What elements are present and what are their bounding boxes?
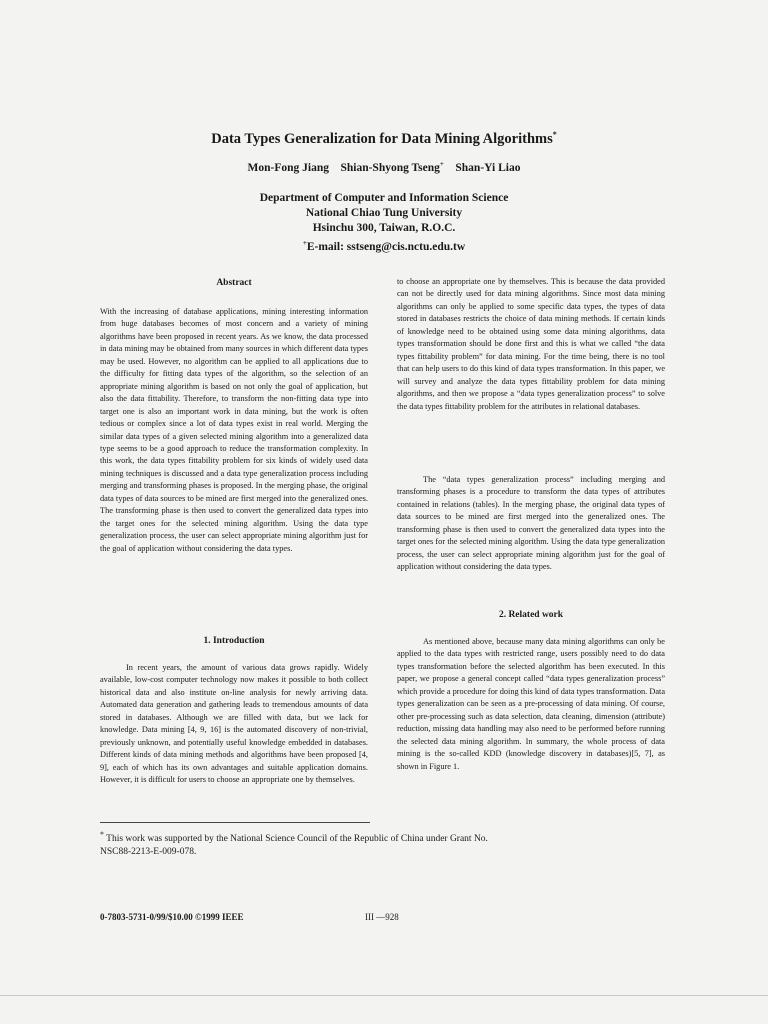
title-footnote-mark: * (552, 130, 557, 139)
email: E-mail: sstseng@cis.nctu.edu.tw (306, 240, 466, 253)
author-1: Mon-Fong Jiang (247, 161, 329, 174)
related-work-body (397, 636, 665, 773)
right-column-mid (397, 474, 665, 574)
footnote-divider (100, 822, 370, 823)
related-work-heading: 2. Related work (498, 610, 564, 620)
footnote-line-1 (100, 828, 660, 846)
copyright-line: 0-7803-5731-0/99/$10.00 ©1999 IEEE (100, 912, 244, 922)
abstract-heading: Abstract (216, 278, 252, 288)
intro-paragraph: In recent years, the amount of various data grows rapidly. Widely available, low-cost computer technology now makes it possible to both collect historical data and also institute on-line analysis for newly arriving data. Automated data generation and gathering leads to tremendous amounts of data stored in databases. Although we are filled with data, but we lack for knowledge. Data mining [4, 9, 16] is the automated discovery of non-trivial, previously unknown, and potentially useful knowledge embedded in databases. Different kinds of data mining methods and algorithms have been proposed [4, 9], each of which has its own advantages and suitable application domains. However, it is difficult for users to choose an appropriate one by themselves. (100, 663, 368, 785)
generalization-paragraph: The “data types generalization process” including merging and transforming phases is a procedure to transform the data types of attributes contained in relations (tables). In the merging phase, the original data types of data sources to be mined are first merged into the generalized ones. The transforming phase is then used to convert the generalized data types into the target ones for the selected mining algorithm. Using the data type generalization process, the user can select appropriate mining algorithm just for the goal of application without considering the data types. (397, 475, 665, 572)
author-2-mark: + (439, 160, 444, 168)
university: National Chiao Tung University (305, 207, 463, 219)
author-2: Shian-Shyong Tseng (340, 161, 440, 174)
abstract-paragraph: With the increasing of database applications, mining interesting information from huge databases becomes of most concern and a variety of mining algorithms have been proposed in recent years. As we know, the data processed in data mining may be obtained from many sources in which different data types may be used. However, no algorithm can be applied to all applications due to the difficulty for fitting data types of the algorithm, so the selection of an appropriate mining algorithm is based on not only the goal of application, but also the data fittability. Therefore, to transform the non-fitting data type into target one is also an important work in data mining, but the work is often tedious or complex since a lot of data types exist in real world. Merging the similar data types of a given selected mining algorithm into a generalized data type seems to be a good approach to reduce the transformation complexity. In this work, the data types fittability problem for six kinds of widely used data mining techniques is discussed and a data type generalization process including merging and transforming phases is proposed. In the merging phase, the original data types of data sources to be mined are first merged into the generalized ones. The transforming phase is then used to convert the generalized data types into the target ones for the selected mining algorithm. Using the data type generalization process, the user can select appropriate mining algorithm just for the goal of application without considering the data types. (100, 307, 368, 553)
email-line (0, 236, 768, 255)
footnote-text: This work was supported by the National Science Council of the Republic of China under Grant No. (106, 834, 488, 845)
department: Department of Computer and Information Science (259, 192, 509, 204)
address: Hsinchu 300, Taiwan, R.O.C. (312, 222, 456, 234)
page-number: III —928 (365, 912, 399, 922)
affiliation-block (0, 191, 768, 255)
scan-edge-line (0, 995, 768, 996)
continued-paragraph: to choose an appropriate one by themselves. This is because the data provided can not be directly used for data mining algorithms. Since most data mining algorithms can only be applied to some specific data types, the types of data stored in databases restricts the choice of data mining methods. If certain kinds of knowledge need to be obtained using some data mining algorithms, data types transformation should be done first and this is what we called “the data types fittability problem” for data mining. For the time being, there is no tool that can help users to do this kind of data types transformation. In this paper, we will survey and analyze the data types fittability problem for data mining algorithms, and then we propose a “data types generalization process” to solve the data types fittability problem for the attributes in relational databases. (397, 277, 665, 411)
footnote-mark: * (100, 830, 104, 839)
author-3: Shan-Yi Liao (455, 161, 521, 174)
right-column-top (397, 276, 665, 413)
title-text: Data Types Generalization for Data Mining Algorithms (211, 130, 553, 147)
intro-body (100, 662, 368, 787)
footnote-line-2: NSC88-2213-E-009-078. (100, 847, 197, 858)
footnote (100, 828, 660, 859)
abstract-body (100, 306, 368, 555)
author-list (0, 160, 768, 174)
paper-title (0, 130, 768, 148)
email-mark: + (302, 239, 307, 247)
intro-heading: 1. Introduction (203, 636, 265, 646)
related-work-paragraph: As mentioned above, because many data mining algorithms can only be applied to the data types with restricted range, users possibly need to do data types transformation before the selected algorithm has been executed. In this paper, we propose a general concept called “data types generalization process” which provide a procedure for doing this kind of data types transformation. Data types generalization can be seen as a pre-processing of data mining. Of course, other pre-processing such as data selection, data cleaning, dimension (attribute) reduction, missing data handling may also need to be performed before running the selected data mining algorithm. In summary, the whole process of data mining is the so-called KDD (knowledge discovery in databases)[5, 7], as shown in Figure 1. (397, 637, 665, 771)
